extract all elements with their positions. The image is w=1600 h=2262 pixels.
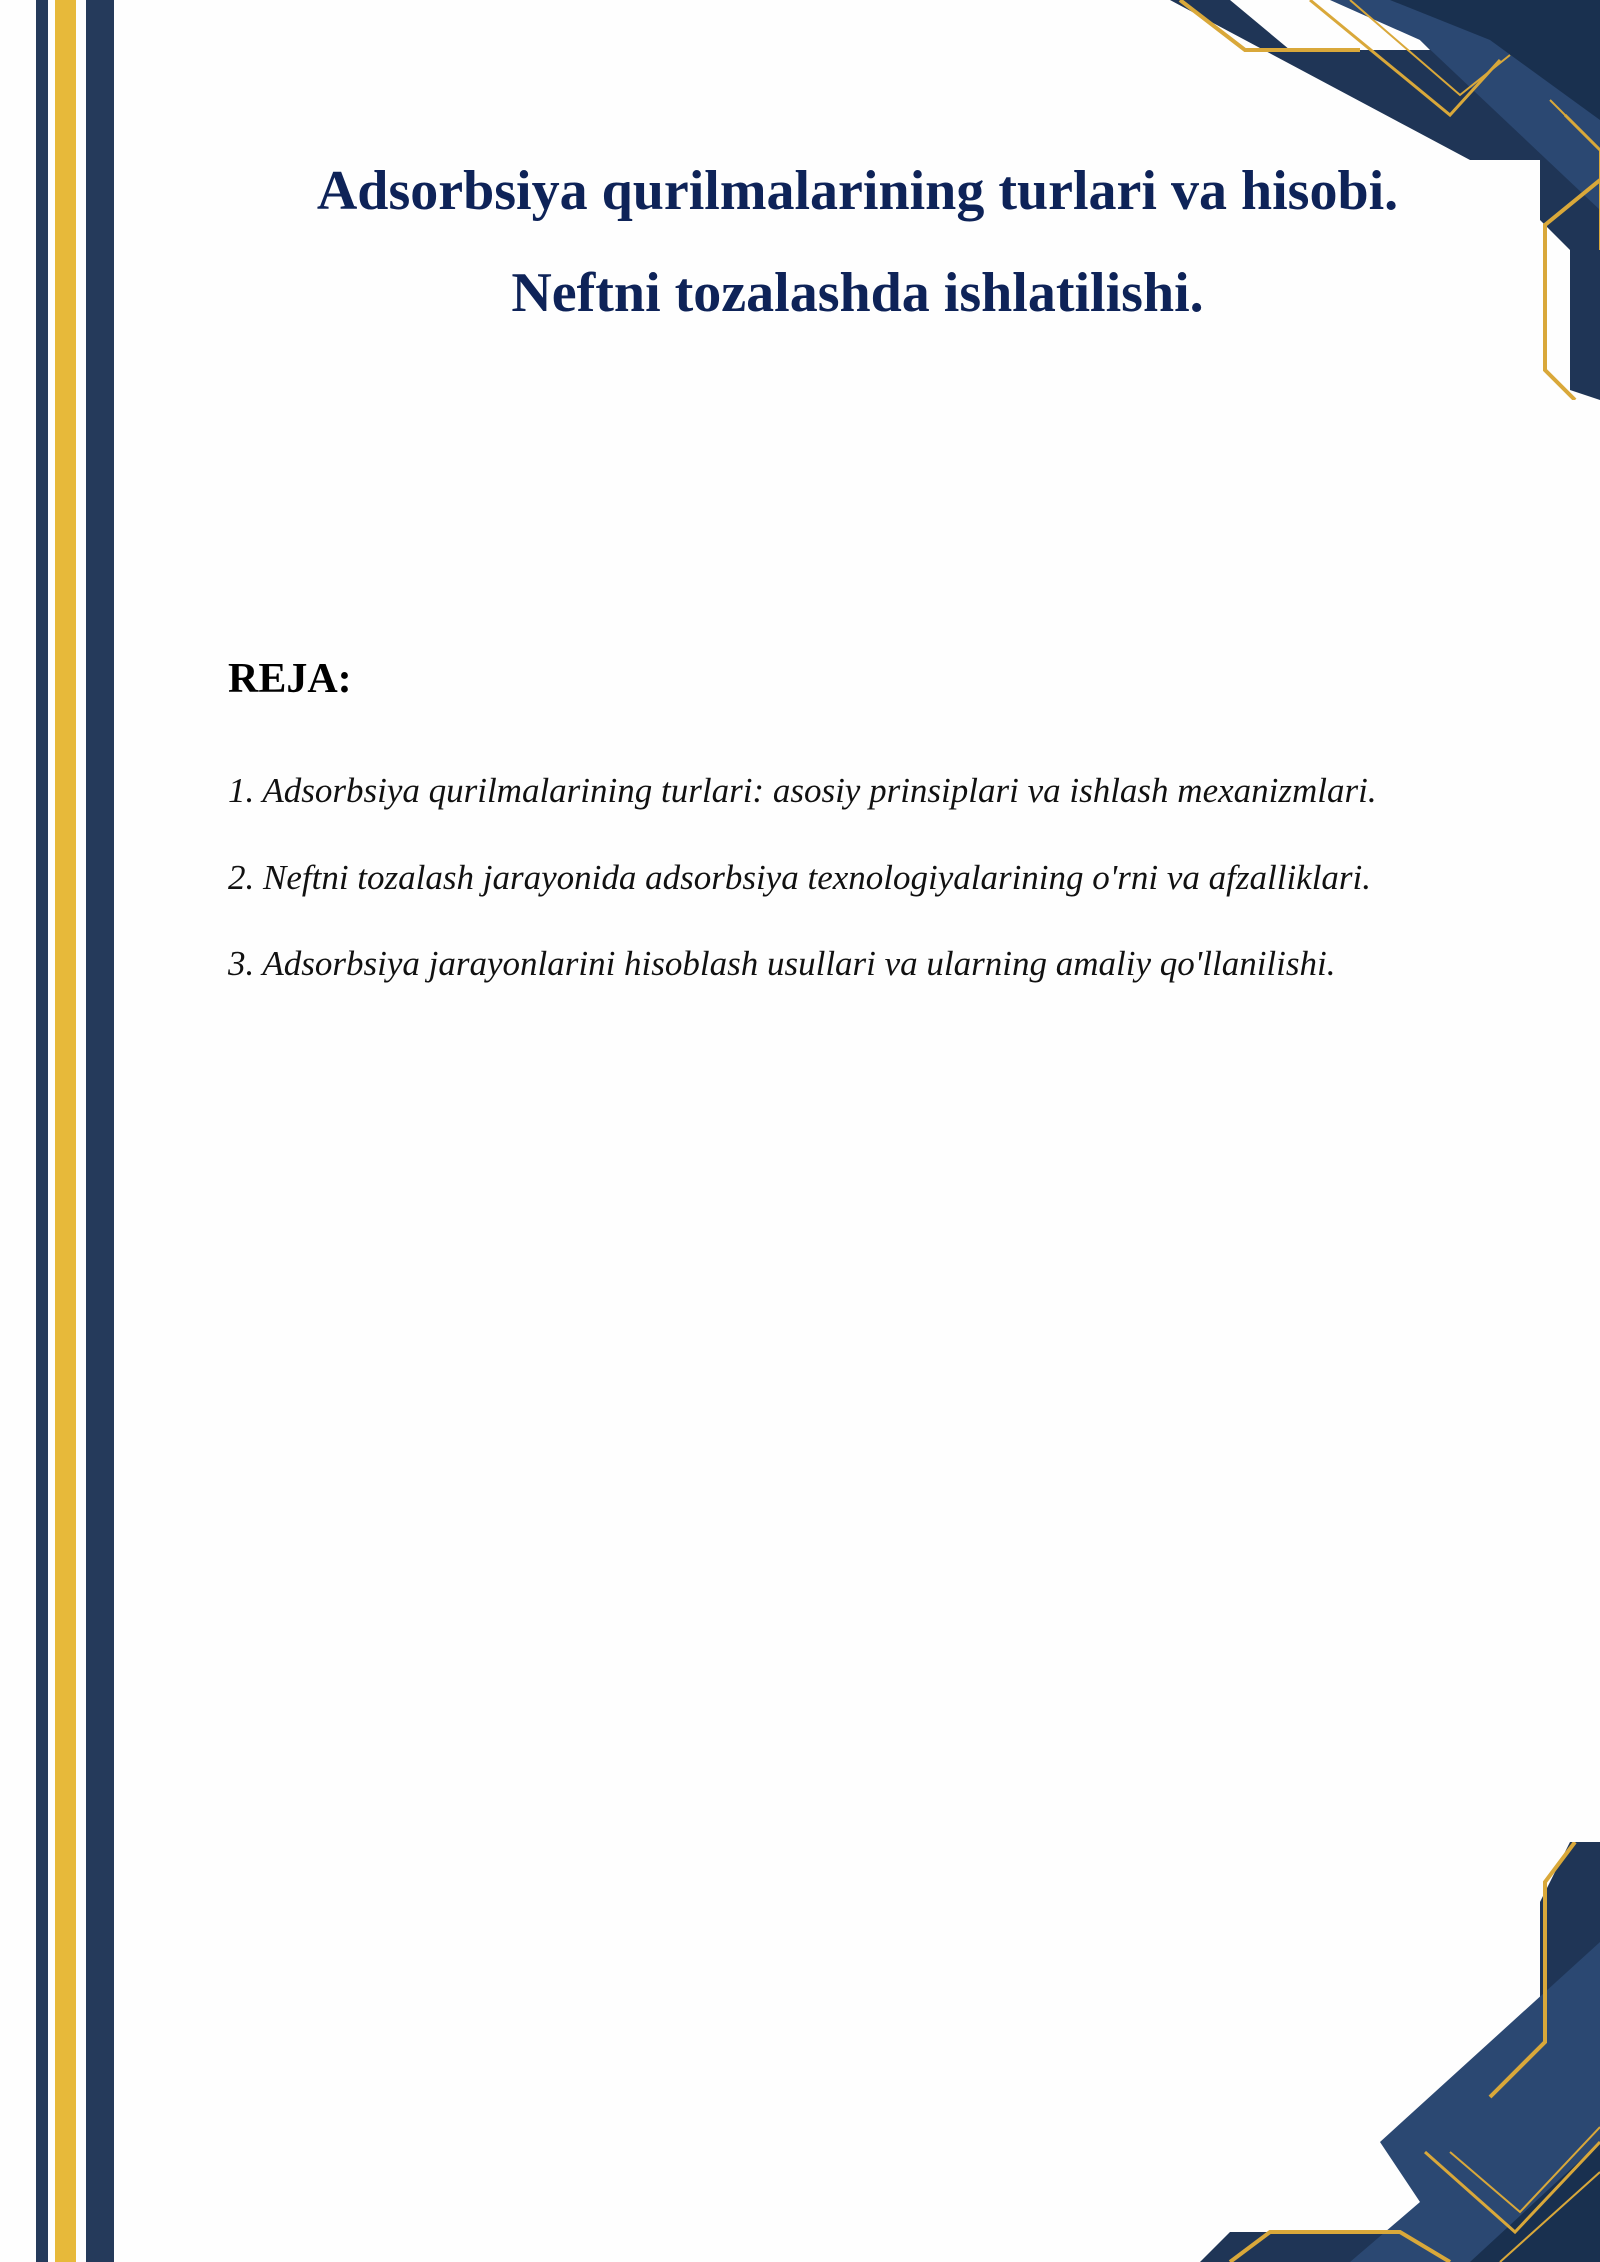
bottom-right-corner-ornament (1170, 1842, 1600, 2262)
left-border-navy-strip (36, 0, 48, 2262)
left-border-gold-strip (55, 0, 76, 2262)
plan-item: 1. Adsorbsiya qurilmalarining turlari: asosiy prinsiplari va ishlash mexanizmlari. (228, 771, 1377, 810)
plan-item: 3. Adsorbsiya jarayonlarini hisoblash usullari va ularning amaliy qo'llanilishi. (228, 944, 1336, 983)
plan-item: 2. Neftni tozalash jarayonida adsorbsiya texnologiyalarining o'rni va afzalliklari. (228, 857, 1372, 897)
plan-heading: REJA: (228, 656, 352, 702)
left-border-navy-strip-inner (86, 0, 114, 2262)
title-line-1: Adsorbsiya qurilmalarining turlari va hisobi. (316, 160, 1399, 222)
document-title (215, 140, 1500, 344)
plan-list (228, 748, 1528, 1008)
title-line-2: Neftni tozalashda ishlatilishi. (511, 262, 1204, 324)
